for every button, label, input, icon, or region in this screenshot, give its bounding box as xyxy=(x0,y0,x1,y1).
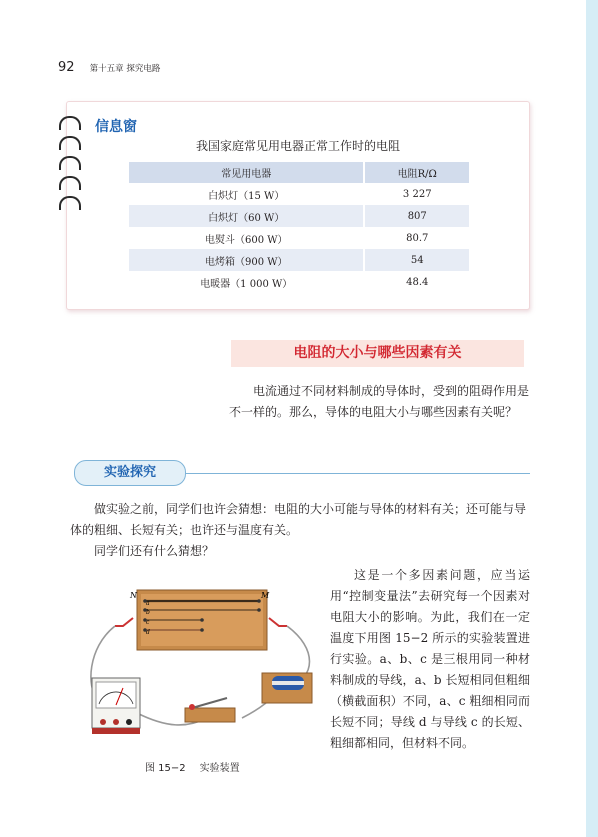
paragraph-method: 这是一个多因素问题，应当运用“控制变量法”去研究每一个因素对电阻大小的影响。为此，我们在一定温度下用图 15−2 所示的实验装置进行实验。a、b、c 是三根用同一种材料制成的导线，a、b 长短相同但粗细（横截面积）不同，a、c 粗细相同而长短不同；导线 d 与导线 c 的长短、粗细都相同，但材料不同。 xyxy=(330,568,530,750)
table-row xyxy=(129,271,469,293)
table-row xyxy=(129,205,469,227)
section-intro: 电流通过不同材料制成的导体时，受到的阻碍作用是不一样的。那么，导体的电阻大小与哪些因素有关呢？ xyxy=(229,384,530,419)
appliance-cell: 白炽灯（60 W） xyxy=(129,205,364,227)
chapter-title: 第十五章 探究电路 xyxy=(89,64,161,74)
table-row xyxy=(129,249,469,271)
table-row xyxy=(129,183,469,205)
paragraph-hypothesis: 做实验之前，同学们也许会猜想：电阻的大小可能与导体的材料有关；还可能与导体的粗细、长短有关；也许还与温度有关。 xyxy=(70,502,527,537)
label-b: b xyxy=(146,609,150,616)
resistance-cell: 807 xyxy=(364,205,469,227)
page-number: 92 xyxy=(58,60,75,75)
spiral-binding-icon xyxy=(59,116,83,216)
appliance-cell: 白炽灯（15 W） xyxy=(129,183,364,205)
paragraph-question: 同学们还有什么猜想？ xyxy=(94,544,215,558)
column-header: 电阻R/Ω xyxy=(364,162,469,183)
experiment-badge: 实验探究 xyxy=(74,460,186,486)
experiment-apparatus-figure xyxy=(77,578,325,756)
column-header: 常见用电器 xyxy=(129,162,364,183)
info-window xyxy=(66,101,530,310)
section-title: 电阻的大小与哪些因素有关 xyxy=(231,340,524,367)
label-n: N xyxy=(130,591,137,600)
label-a: a xyxy=(146,600,150,607)
divider xyxy=(185,473,530,474)
page-edge-strip xyxy=(586,0,598,837)
resistance-cell: 48.4 xyxy=(364,271,469,293)
figure-caption-text: 实验装置 xyxy=(199,763,240,774)
figure-number: 图 15−2 xyxy=(145,763,186,774)
page-header xyxy=(58,56,160,75)
figure-caption xyxy=(145,759,240,774)
label-d: d xyxy=(146,629,150,636)
table-row xyxy=(129,227,469,249)
appliance-cell: 电暖器（1 000 W） xyxy=(129,271,364,293)
resistance-cell: 80.7 xyxy=(364,227,469,249)
resistance-table xyxy=(129,162,469,293)
label-c: c xyxy=(146,619,150,626)
appliance-cell: 电烤箱（900 W） xyxy=(129,249,364,271)
info-window-title: 信息窗 xyxy=(95,119,137,135)
label-m: M xyxy=(261,591,270,600)
table-title: 我国家庭常见用电器正常工作时的电阻 xyxy=(195,139,400,153)
appliance-cell: 电熨斗（600 W） xyxy=(129,227,364,249)
resistance-cell: 3 227 xyxy=(364,183,469,205)
resistance-cell: 54 xyxy=(364,249,469,271)
